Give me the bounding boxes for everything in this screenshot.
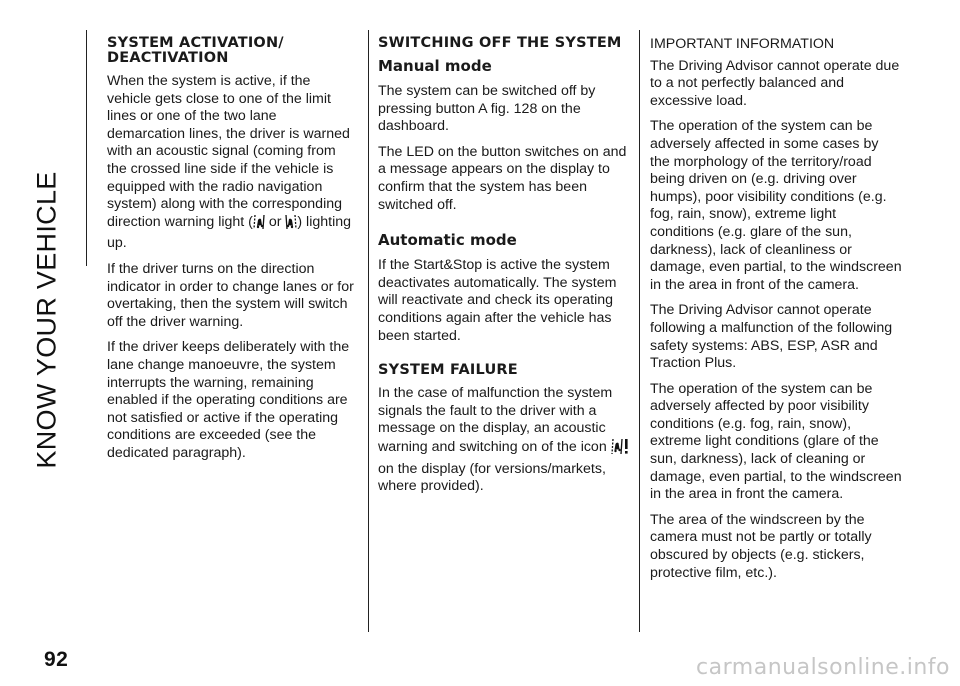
paragraph-activation-3: If the driver keeps deliberately with the lane change manoeuvre, the system interrupts the warning, remaining enabled if the operating conditions are not satisfied or active if the operating conditions are exceeded (see the dedicated paragraph).: [107, 339, 350, 461]
column-divider-middle: [368, 30, 369, 632]
subheading-automatic-mode: Automatic mode: [378, 231, 517, 250]
paragraph-info-1: The Driving Advisor cannot operate due to a not perfectly balanced and excessive load.: [650, 57, 900, 109]
paragraph-activation-2: If the driver turns on the direction indicator in order to change lanes or for overtaking, then the system will switch off the driver warning.: [107, 260, 354, 330]
paragraph-failure-1: [378, 385, 633, 496]
paragraph-info-2: The operation of the system can be adversely affected in some cases by the morphology of the territory/road being driven on (e.g. driving over humps), poor visibility conditions (e.g. fog, rain, snow), extreme light conditions (e.g. glare of the sun, darkness), lack of cleanliness or damage, even partial, to the windscreen in the area in front of the camera.: [650, 118, 902, 293]
heading-system-failure: SYSTEM FAILURE: [378, 362, 518, 379]
paragraph-info-3: The Driving Advisor cannot operate following a malfunction of the following safety systems: ABS, ESP, ASR and Traction Plus.: [650, 302, 893, 372]
chapter-title-text: KNOW YOUR VEHICLE: [31, 171, 62, 469]
column-important-information: [650, 36, 902, 590]
text-fragment: When the system is active, if the vehicle gets close to one of the limit lines or one of the two lane demarcation lines, the driver is warned with an acoustic signal (coming from the crossed line side if the vehicle is equipped with the radio navigation system) along with the corresponding direction warning light (: [107, 73, 350, 230]
column-switching-off: [378, 36, 633, 504]
text-fragment: In the case of malfunction the system signals the fault to the driver with a message on the display, an acoustic warning and switching on of the icon: [378, 385, 613, 455]
subheading-manual-mode: Manual mode: [378, 57, 492, 75]
column-divider-left: [86, 30, 87, 266]
heading-system-activation: SYSTEM ACTIVATION/ DEACTIVATION: [107, 35, 284, 66]
watermark: carmanualsonline.info: [696, 655, 950, 680]
paragraph-info-4: The operation of the system can be adversely affected by poor visibility conditions (e.g. fog, rain, snow), extreme light conditions (glare of the sun, darkness), lack of cleaning or damage, even partial, to the windscreen in the area in front the camera.: [650, 380, 902, 503]
paragraph-manual-1: The system can be switched off by pressing button A fig. 128 on the dashboard.: [378, 83, 596, 135]
text-fragment: on the display (for versions/markets, where provided).: [378, 460, 606, 495]
text-fragment: or: [264, 213, 286, 230]
lane-departure-failure-icon: [611, 438, 629, 461]
column-activation: [107, 36, 357, 470]
lane-departure-left-icon: [253, 214, 265, 236]
paragraph-manual-2: The LED on the button switches on and a message appears on the display to confirm that the system has been switched off.: [378, 143, 627, 213]
text-fragment: ) lighting up.: [107, 213, 352, 252]
column-divider-right: [639, 30, 640, 632]
paragraph-info-5: The area of the windscreen by the camera must not be partly or totally obscured by objects (e.g. stickers, protective film, etc.).: [650, 511, 872, 581]
page-number: 92: [44, 648, 69, 671]
heading-important-information: IMPORTANT INFORMATION: [650, 36, 835, 52]
heading-switching-off: SWITCHING OFF THE SYSTEM: [378, 35, 622, 51]
lane-departure-right-icon: [285, 214, 297, 236]
paragraph-automatic-1: If the Start&Stop is active the system deactivates automatically. The system will reactivate and check its operating conditions again after the vehicle has been started.: [378, 257, 617, 344]
paragraph-activation-1: [107, 73, 357, 253]
